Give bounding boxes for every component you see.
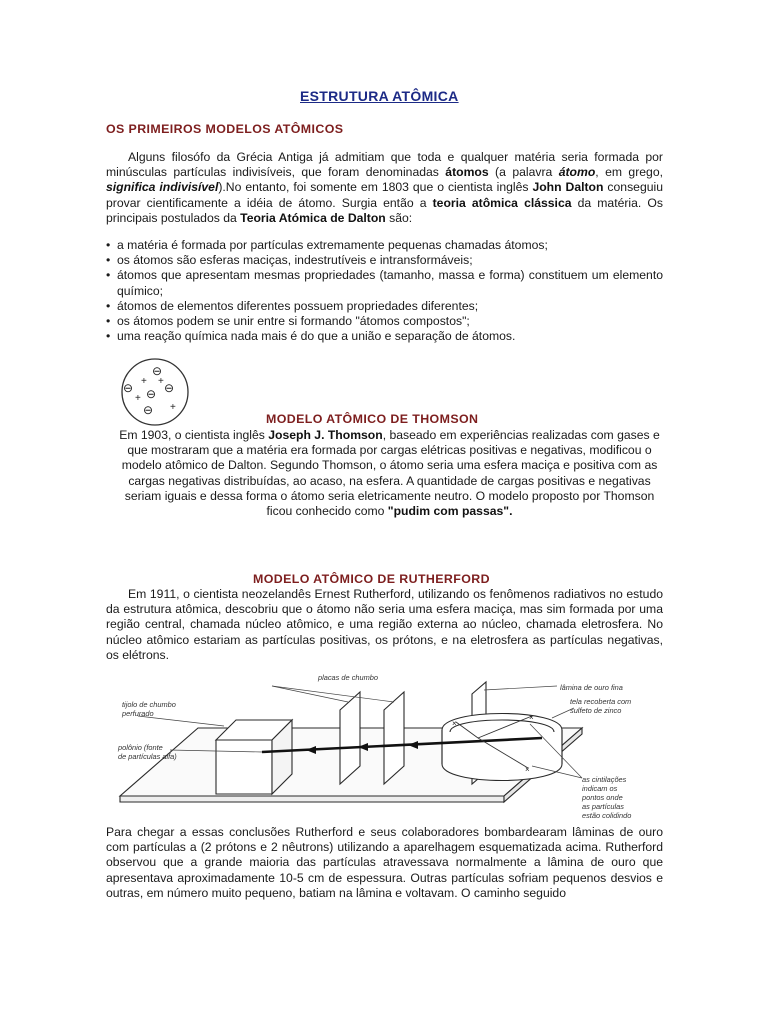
bold-italic-term: átomo	[558, 165, 596, 180]
bold-term: John Dalton	[532, 180, 604, 195]
text-run: Alguns filosófo da Grécia Antiga já admitiam que toda e qualquer matéria seria formada por minúsculas partículas indivisíveis, que foram denominadas	[106, 150, 663, 180]
thomson-paragraph	[116, 428, 663, 519]
base-plate-edge	[120, 796, 504, 802]
text-run: Em 1903, o cientista inglês	[119, 428, 269, 442]
scintillation-mark: ×	[452, 719, 457, 728]
label-polonium-source: polônio (fonte	[118, 743, 163, 752]
proton-mark: +	[170, 402, 176, 413]
label-polonium-source: de partículas alfa)	[118, 752, 177, 761]
electron-mark: ⊖	[123, 381, 134, 395]
scintillation-mark: ×	[525, 765, 530, 774]
label-screen: tela recoberta com	[570, 697, 632, 706]
electron-mark: ⊖	[146, 387, 157, 401]
electron-mark: ⊖	[152, 364, 163, 378]
label-lead-plates: placas de chumbo	[318, 673, 378, 682]
label-scintillations: estão colidindo	[582, 811, 632, 820]
list-item: • uma reação química nada mais é do que a união e separação de átomos.	[106, 329, 663, 344]
text-run: , em grego,	[595, 165, 663, 180]
list-item: • a matéria é formada por partículas extremamente pequenas chamadas átomos;	[106, 238, 663, 253]
list-item: • os átomos são esferas maciças, indestrutíveis e intransformáveis;	[106, 253, 663, 268]
rutherford-paragraph-1: Em 1911, o cientista neozelandês Ernest Rutherford, utilizando os fenômenos radiativos no estudo da estrutura atômica, descobriu que o átomo não seria uma esfera maciça, mas sim formada por uma região central, chamada núcleo atômico, e uma região externa ao núcleo, chamada eletrosfera. No núcleo atômico estariam as partículas positivas, os prótons, e na eletrosfera as partículas negativas, os elétrons.	[106, 587, 663, 662]
dalton-paragraph	[106, 150, 663, 226]
text-run: conseguiu provar cientificamente a idéia de átomo. Surgia então a	[106, 180, 663, 210]
label-lead-brick: perfurado	[122, 709, 154, 718]
electron-mark: ⊖	[143, 403, 154, 417]
bold-italic-term: significa indivisível	[106, 180, 219, 195]
page-title: ESTRUTURA ATÔMICA	[300, 88, 459, 104]
list-item: • átomos que apresentam mesmas propriedades (tamanho, massa e forma) constituem um elemento químico;	[106, 268, 663, 298]
scintillation-mark: ×	[529, 713, 534, 722]
electron-mark: ⊖	[164, 381, 175, 395]
bold-term: átomos	[445, 165, 489, 180]
bold-term: Joseph J. Thomson	[268, 428, 383, 442]
rutherford-paragraph-2: Para chegar a essas conclusões Rutherford e seus colaboradores bombardearam lâminas de ouro com partículas a (2 prótons e 2 nêutrons) utilizando a aparelhagem esquematizada acima. Rutherford observou que a grande maioria das partículas atravessava normalmente a lâmina de ouro que apresentava aproximadamente 10-5 cm de espessura. Outras partículas sofriam pequenos desvios e outras, em número muito pequeno, batiam na lâmina e voltavam. O caminho seguido	[106, 825, 663, 900]
list-item: • átomos de elementos diferentes possuem propriedades diferentes;	[106, 299, 663, 314]
text-run: são:	[385, 210, 413, 225]
text-run: (a palavra	[488, 165, 559, 180]
proton-mark: +	[141, 376, 147, 387]
label-gold-foil: lâmina de ouro fina	[560, 683, 623, 692]
text-run: , baseado em experiências realizadas com gases e que mostraram que a matéria era formada por cargas elétricas positivas e negativas, modificou o modelo atômico de Dalton. Segundo Thomson, o átomo seria uma esfera maciça e positiva com as cargas negativas distribuídas, ao acaso, na esfera. A quantidade de cargas positivas e negativas seriam iguais e dessa forma o átomo seria eletricamente neutro. O modelo proposto por Thomson ficou conhecido como	[121, 428, 660, 519]
label-scintillations: indicam os	[582, 784, 618, 793]
section-heading-rutherford: MODELO ATÔMICO DE RUTHERFORD	[253, 572, 490, 586]
dalton-postulates-list	[106, 238, 663, 344]
label-screen: sulfeto de zinco	[570, 706, 622, 715]
list-item: • os átomos podem se unir entre si formando "átomos compostos";	[106, 314, 663, 329]
thomson-atom-diagram	[118, 356, 192, 428]
text-run: ).No entanto, foi somente em 1803 que o cientista inglês	[218, 180, 533, 195]
bold-term: teoria atômica clássica	[432, 195, 572, 210]
label-scintillations: pontos onde	[582, 793, 623, 802]
label-lead-brick: tijolo de chumbo	[122, 700, 176, 709]
proton-mark: +	[158, 376, 164, 387]
section-heading-first-models: OS PRIMEIROS MODELOS ATÔMICOS	[106, 122, 344, 136]
zinc-sulfide-screen	[442, 714, 562, 781]
section-heading-thomson: MODELO ATÔMICO DE THOMSON	[266, 412, 479, 426]
rutherford-experiment-figure	[112, 668, 668, 820]
proton-mark: +	[135, 393, 141, 404]
text-run: da matéria. Os principais postulados da	[106, 195, 663, 225]
label-scintillations: as partículas	[582, 802, 624, 811]
bold-term: Teoria Atómica de Dalton	[240, 210, 386, 225]
label-scintillations: as cintilações	[582, 775, 627, 784]
bold-term: "pudim com passas".	[387, 504, 513, 519]
lead-brick-front	[216, 740, 272, 794]
